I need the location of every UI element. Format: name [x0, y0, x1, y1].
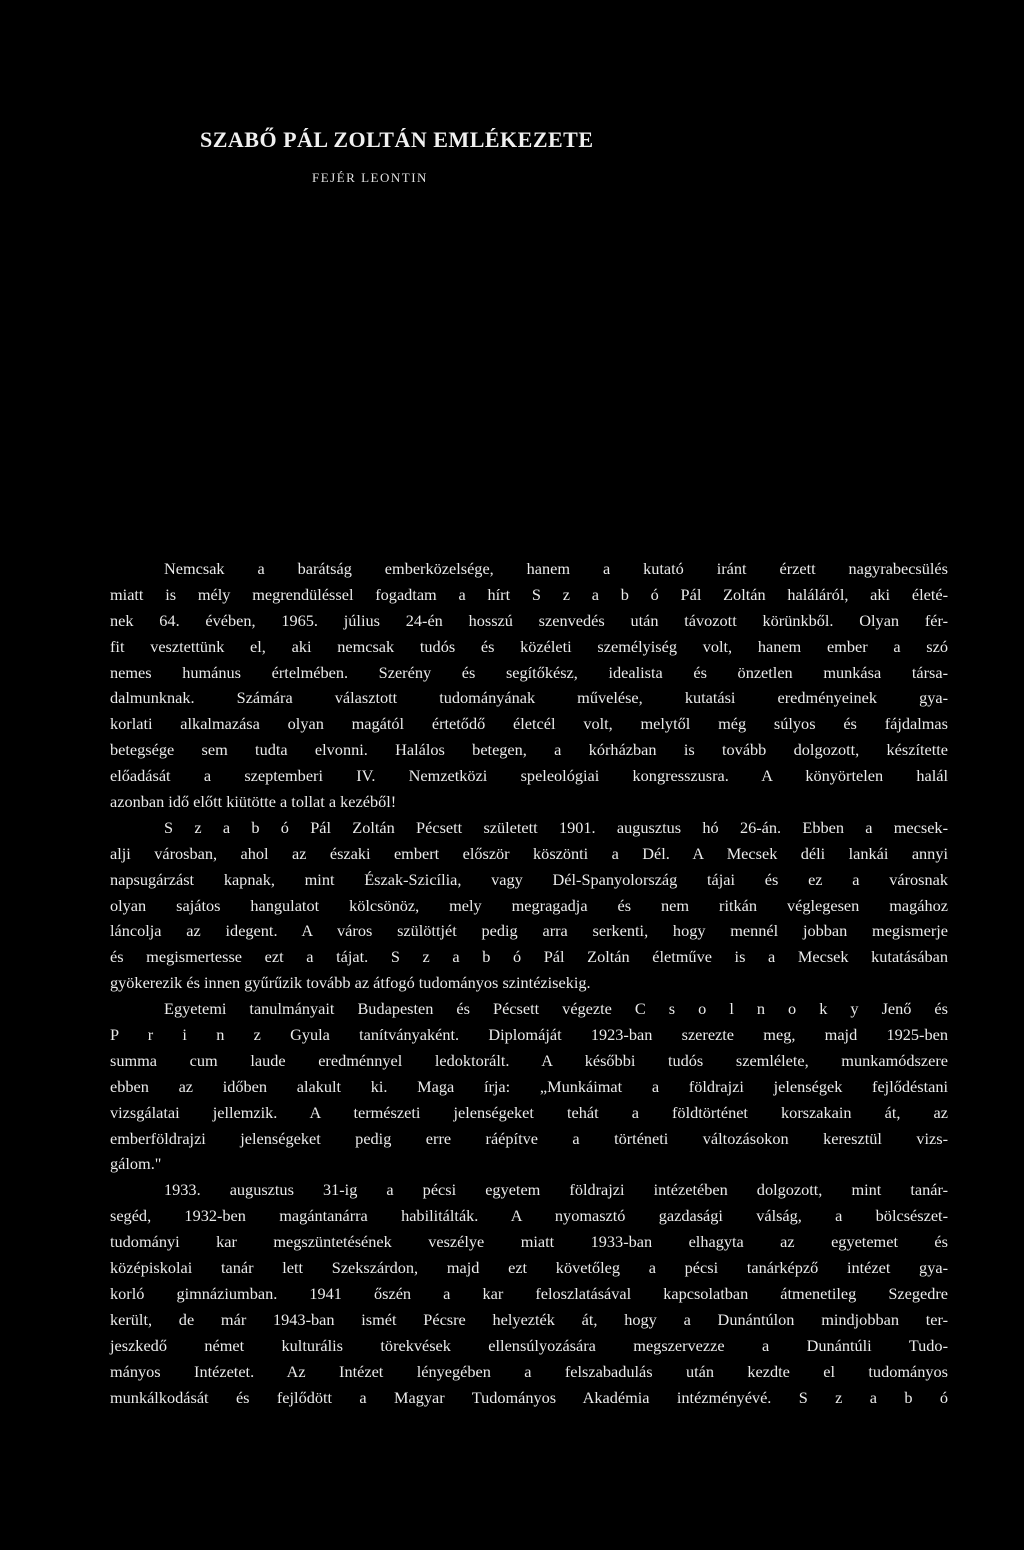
paragraph-2-line-3: napsugárzást kapnak, mint Észak-Szicília, vagy Dél-Spanyolország tájai és ez a városnak [110, 869, 948, 889]
paragraph-2-line-4: olyan sajátos hangulatot kölcsönöz, mely megragadja és nem ritkán véglegesen magához [110, 895, 948, 915]
paragraph-1-line-5: nemes humánus értelmében. Szerény és segítőkész, idealista és önzetlen munkása társa- [110, 662, 948, 682]
paragraph-1-line-9: előadását a szeptemberi IV. Nemzetközi speleológiai kongresszusra. A könyörtelen halál [110, 766, 948, 786]
paragraph-3-line-2: P r i n z Gyula tanítványaként. Diplomáját 1923-ban szerezte meg, majd 1925-ben [110, 1025, 948, 1045]
paragraph-1-line-7: korlati alkalmazása olyan magától értetődő életcél volt, melytől még súlyos és fájdalmas [110, 714, 948, 734]
paragraph-4-line-1: 1933. augusztus 31-ig a pécsi egyetem földrajzi intézetében dolgozott, mint tanár- [164, 1180, 948, 1200]
paragraph-2-line-1: S z a b ó Pál Zoltán Pécsett született 1901. augusztus hó 26-án. Ebben a mecsek- [164, 817, 948, 837]
paragraph-3-line-3: summa cum laude eredménnyel ledoktorált. A későbbi tudós szemlélete, munkamódszere [110, 1050, 948, 1070]
paragraph-4-line-5: korló gimnáziumban. 1941 őszén a kar feloszlatásával kapcsolatban átmenetileg Szegedre [110, 1283, 948, 1303]
paragraph-1-line-6: dalmunknak. Számára választott tudományának művelése, kutatási eredményeinek gya- [110, 688, 948, 708]
paragraph-4-line-8: mányos Intézetet. Az Intézet lényegében a felszabadulás után kezdte el tudományos [110, 1361, 948, 1381]
paragraph-1-line-4: fit vesztettünk el, aki nemcsak tudós és közéleti személyiség volt, hanem ember a szó [110, 636, 948, 656]
paragraph-1-line-1: Nemcsak a barátság emberközelsége, hanem a kutató iránt érzett nagyrabecsülés [164, 559, 948, 578]
article-author: FEJÉR LEONTIN [312, 170, 428, 185]
paragraph-1-line-2: miatt is mély megrendüléssel fogadtam a hírt S z a b ó Pál Zoltán haláláról, aki életé- [110, 584, 948, 604]
paragraph-2-line-7: gyökerezik és innen gyűrűzik tovább az átfogó tudományos szintézisekig. [110, 973, 591, 993]
article-body [110, 556, 948, 1410]
paragraph-3-line-7: gálom." [110, 1154, 162, 1174]
paragraph-3-line-6: emberföldrajzi jelenségeket pedig erre ráépítve a történeti változásokon keresztül vizs- [110, 1128, 948, 1148]
paragraph-3-line-4: ebben az időben alakult ki. Maga írja: „Munkáimat a földrajzi jelenségek fejlődéstani [110, 1076, 948, 1096]
paragraph-1-line-3: nek 64. évében, 1965. július 24-én hosszú szenvedés után távozott körünkből. Olyan fér- [110, 610, 948, 630]
paragraph-2-line-2: alji városban, ahol az északi embert először köszönti a Dél. A Mecsek déli lankái annyi [110, 843, 948, 863]
paragraph-4-line-4: középiskolai tanár lett Szekszárdon, majd ezt követőleg a pécsi tanárképző intézet gya- [110, 1258, 948, 1278]
paragraph-4-line-7: jeszkedő német kulturális törekvések ellensúlyozására megszervezze a Dunántúli Tudo- [110, 1335, 948, 1355]
paragraph-2-line-5: láncolja az idegent. A város szülöttjét pedig arra serkenti, hogy mennél jobban megismerje [110, 921, 948, 941]
paragraph-1-line-8: betegsége sem tudta elvonni. Halálos betegen, a kórházban is tovább dolgozott, készítette [110, 740, 948, 760]
paragraph-4-line-2: segéd, 1932-ben magántanárra habilitálták. A nyomasztó gazdasági válság, a bölcsészet- [110, 1206, 948, 1226]
paragraph-2-line-6: és megismertesse ezt a tájat. S z a b ó Pál Zoltán életműve is a Mecsek kutatásában [110, 947, 948, 967]
article-title: SZABŐ PÁL ZOLTÁN EMLÉKEZETE [200, 127, 594, 152]
paragraph-3-line-1: Egyetemi tanulmányait Budapesten és Pécsett végezte C s o l n o k y Jenő és [164, 999, 948, 1019]
paragraph-3-line-5: vizsgálatai jellemzik. A természeti jelenségeket tehát a földtörténet korszakain át, az [110, 1102, 948, 1122]
paragraph-4-line-3: tudományi kar megszüntetésének veszélye miatt 1933-ban elhagyta az egyetemet és [110, 1232, 948, 1252]
paragraph-1-line-10: azonban idő előtt kiütötte a tollat a kezéből! [110, 792, 397, 812]
paragraph-4-line-9: munkálkodását és fejlődött a Magyar Tudományos Akadémia intézményévé. S z a b ó [110, 1387, 948, 1407]
paragraph-4-line-6: került, de már 1943-ban ismét Pécsre helyezték át, hogy a Dunántúlon mindjobban ter- [110, 1309, 948, 1329]
